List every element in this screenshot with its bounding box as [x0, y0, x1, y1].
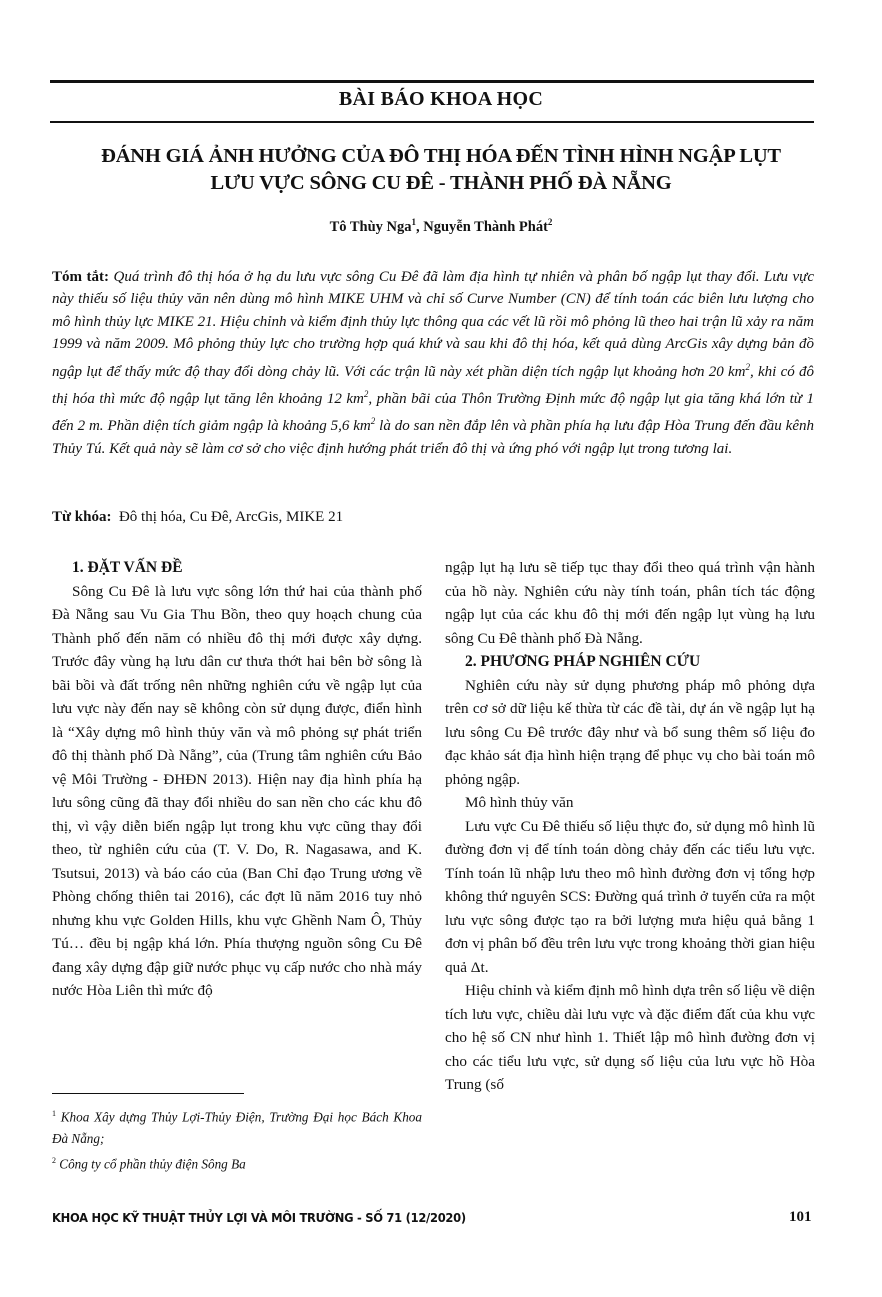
superscript: 2 — [363, 389, 369, 400]
keywords-text: Đô thị hóa, Cu Đê, ArcGis, MIKE 21 — [118, 509, 344, 525]
abstract-text-part: , khi có đô thị hóa thì mức độ ngập lụt tăng lên khoảng 12 km — [52, 363, 814, 408]
header-rule-bottom — [50, 121, 814, 123]
article-title-line-2: LƯU VỰC SÔNG CU ĐÊ - THÀNH PHỐ ĐÀ NẴNG — [210, 172, 672, 194]
footnote-mark: 1 — [52, 1109, 56, 1118]
abstract — [52, 266, 814, 460]
affiliation-mark: 1 — [411, 217, 417, 227]
body-paragraph: Nghiên cứu này sử dụng phương pháp mô phỏng dựa trên cơ sở dữ liệu kế thừa từ các đề tài, dự án về ngập lụt hạ lưu sông Cu Đê trước đây như và bổ sung thêm số liệu đo đạc khảo sát địa hình hiện trạng để phục vụ cho bài toán mô phỏng ngập. — [445, 676, 815, 788]
header-rule-top — [50, 80, 814, 83]
section-label: BÀI BÁO KHOA HỌC — [338, 88, 544, 110]
footnote — [52, 1150, 422, 1175]
page-number: 101 — [789, 1209, 812, 1225]
body-column-left — [52, 556, 422, 1003]
footnote-divider — [52, 1093, 244, 1094]
footnote-text: Công ty cổ phần thủy điện Sông Ba — [59, 1156, 246, 1172]
footnote — [52, 1103, 422, 1150]
superscript: 2 — [745, 361, 750, 372]
abstract-text-part: , phần bãi của Thôn Trường Định mức độ ngập lụt gia tăng khá lớn từ 1 đến 2 m. Phần diện tích giảm ngập là khoảng 5,6 km — [52, 391, 814, 435]
article-title — [40, 143, 842, 197]
body-paragraph: Sông Cu Đê là lưu vực sông lớn thứ hai của thành phố Đà Nẵng sau Vu Gia Thu Bồn, theo quy hoạch chung của Thành phố đến năm có nhiều đô thị mới được xây dựng. Trước đây vùng hạ lưu dân cư thưa thớt hai bên bờ sông là bãi bồi và đất trống nên những nghiên cứu về ngập lụt của lưu vực này đến nay sẽ không còn sử dụng được, điển hình là “Xây dựng mô hình thủy văn và mô phỏng sự phát triển đô thị thành phố Dà Nẵng”, của (Trung tâm nghiên cứu Bảo vệ Môi Trường - ĐHĐN 2013). Hiện nay địa hình phía hạ lưu sông cũng đã thay đổi nhiều do san nền cho các khu đô thị, vì vậy diễn biến ngập lụt trong khu vực cũng thay đổi theo, từ nghiên cứu của (T. V. Do, R. Nagasawa, and K. Tsutsui, 2013) và báo cáo của (Ban Chỉ đạo Trung ương về Phòng chống thiên tai 2016), các đợt lũ năm 2016 tuy nhỏ nhưng khu vực Golden Hills, khu vực Ghềnh Nam Ô, Thủy Tú… đều bị ngập khá lớn. Phía thượng nguồn sông Cu Đê đang xây dựng đập giữ nước phục vụ cấp nước cho nhà máy nước Hòa Liên thì mức độ — [52, 582, 422, 999]
section-heading-1: 1. ĐẶT VẤN ĐỀ — [72, 559, 183, 576]
body-column-right — [445, 556, 815, 1097]
author-list — [0, 217, 882, 236]
author-name: Nguyễn Thành Phát — [423, 218, 548, 235]
abstract-text-part: Quá trình đô thị hóa ở hạ du lưu vực sông Cu Đê đã làm địa hình tự nhiên và phân bố ngập lụt thay đổi. Lưu vực này thiếu số liệu thủy văn nên dùng mô hình MIKE UHM và chỉ số Curve Number (CN) để tính toán các biên lưu lượng cho mô hình thủy lực MIKE 21. Hiệu chỉnh và kiểm định thủy lực thông qua các vết lũ rồi mô phỏng lũ theo hai trận lũ xảy ra năm 1999 và năm 2009. Mô phỏng thủy lực cho trường hợp quá khứ và sau khi đô thị hóa, kết quả dùng ArcGis xây dựng bản đồ ngập lụt để thấy mức độ thay đổi dòng chảy lũ. Với các trận lũ này xét phần diện tích ngập lụt khoảng hơn 20 km — [52, 269, 814, 380]
affiliation-mark: 2 — [547, 217, 553, 227]
body-paragraph: ngập lụt hạ lưu sẽ tiếp tục thay đổi theo quá trình vận hành của hồ này. Nghiên cứu này tính toán, phân tích tác động ngập lụt của các khu đô thị mới đến ngập lụt vùng hạ lưu sông Cu Đê thành phố Đà Nẵng. — [445, 559, 815, 647]
section-heading-2: 2. PHƯƠNG PHÁP NGHIÊN CỨU — [465, 653, 701, 670]
footnote-mark: 2 — [52, 1156, 56, 1166]
abstract-text — [52, 269, 814, 457]
footer-journal-title: KHOA HỌC KỸ THUẬT THỦY LỢI VÀ MÔI TRƯỜNG - SỐ 71 (12/2020) — [52, 1210, 466, 1225]
keywords — [52, 509, 814, 526]
body-paragraph: Hiệu chỉnh và kiểm định mô hình dựa trên số liệu về diện tích lưu vực, chiều dài lưu vực và đặc điểm đất của khu vực cho hệ số CN như hình 1. Thiết lập mô hình đường đơn vị cho các tiểu lưu vực, sử dụng số liệu của lưu vực hồ Hòa Trung (số — [445, 982, 815, 1093]
abstract-text-part: là do san nền đắp lên và phần phía hạ lưu đập Hòa Trung đến đầu kênh Thủy Tú. Kết quả này sẽ làm cơ sở cho việc định hướng phát triển đô thị và ứng phó với ngập lụt trong tương lai. — [52, 418, 814, 457]
author-separator: , — [416, 218, 424, 235]
subsection-heading: Mô hình thủy văn — [465, 794, 574, 811]
abstract-label: Tóm tắt: — [52, 269, 109, 285]
superscript: 2 — [370, 416, 376, 427]
article-title-line-1: ĐÁNH GIÁ ẢNH HƯỞNG CỦA ĐÔ THỊ HÓA ĐẾN TÌNH HÌNH NGẬP LỤT — [101, 145, 781, 167]
keywords-label: Từ khóa: — [52, 509, 112, 525]
author-name: Tô Thùy Nga — [329, 218, 412, 235]
footnote-text: Khoa Xây dựng Thủy Lợi-Thủy Điện, Trường Đại học Bách Khoa Đà Nẵng; — [52, 1109, 422, 1147]
footnotes — [52, 1103, 422, 1176]
body-paragraph: Lưu vực Cu Đê thiếu số liệu thực đo, sử dụng mô hình lũ đường đơn vị để tính toán dòng chảy đến các tiểu lưu vực. Tính toán lũ nhập lưu theo mô hình đường đơn vị tổng hợp không thứ nguyên SCS: Đường quá trình ở tuyến cửa ra một lưu vực sông được tạo ra bởi lượng mưa hiệu quả bằng 1 đơn vị phân bố đều trên lưu vực trong khoảng thời gian hiệu quả Δt. — [445, 817, 815, 976]
